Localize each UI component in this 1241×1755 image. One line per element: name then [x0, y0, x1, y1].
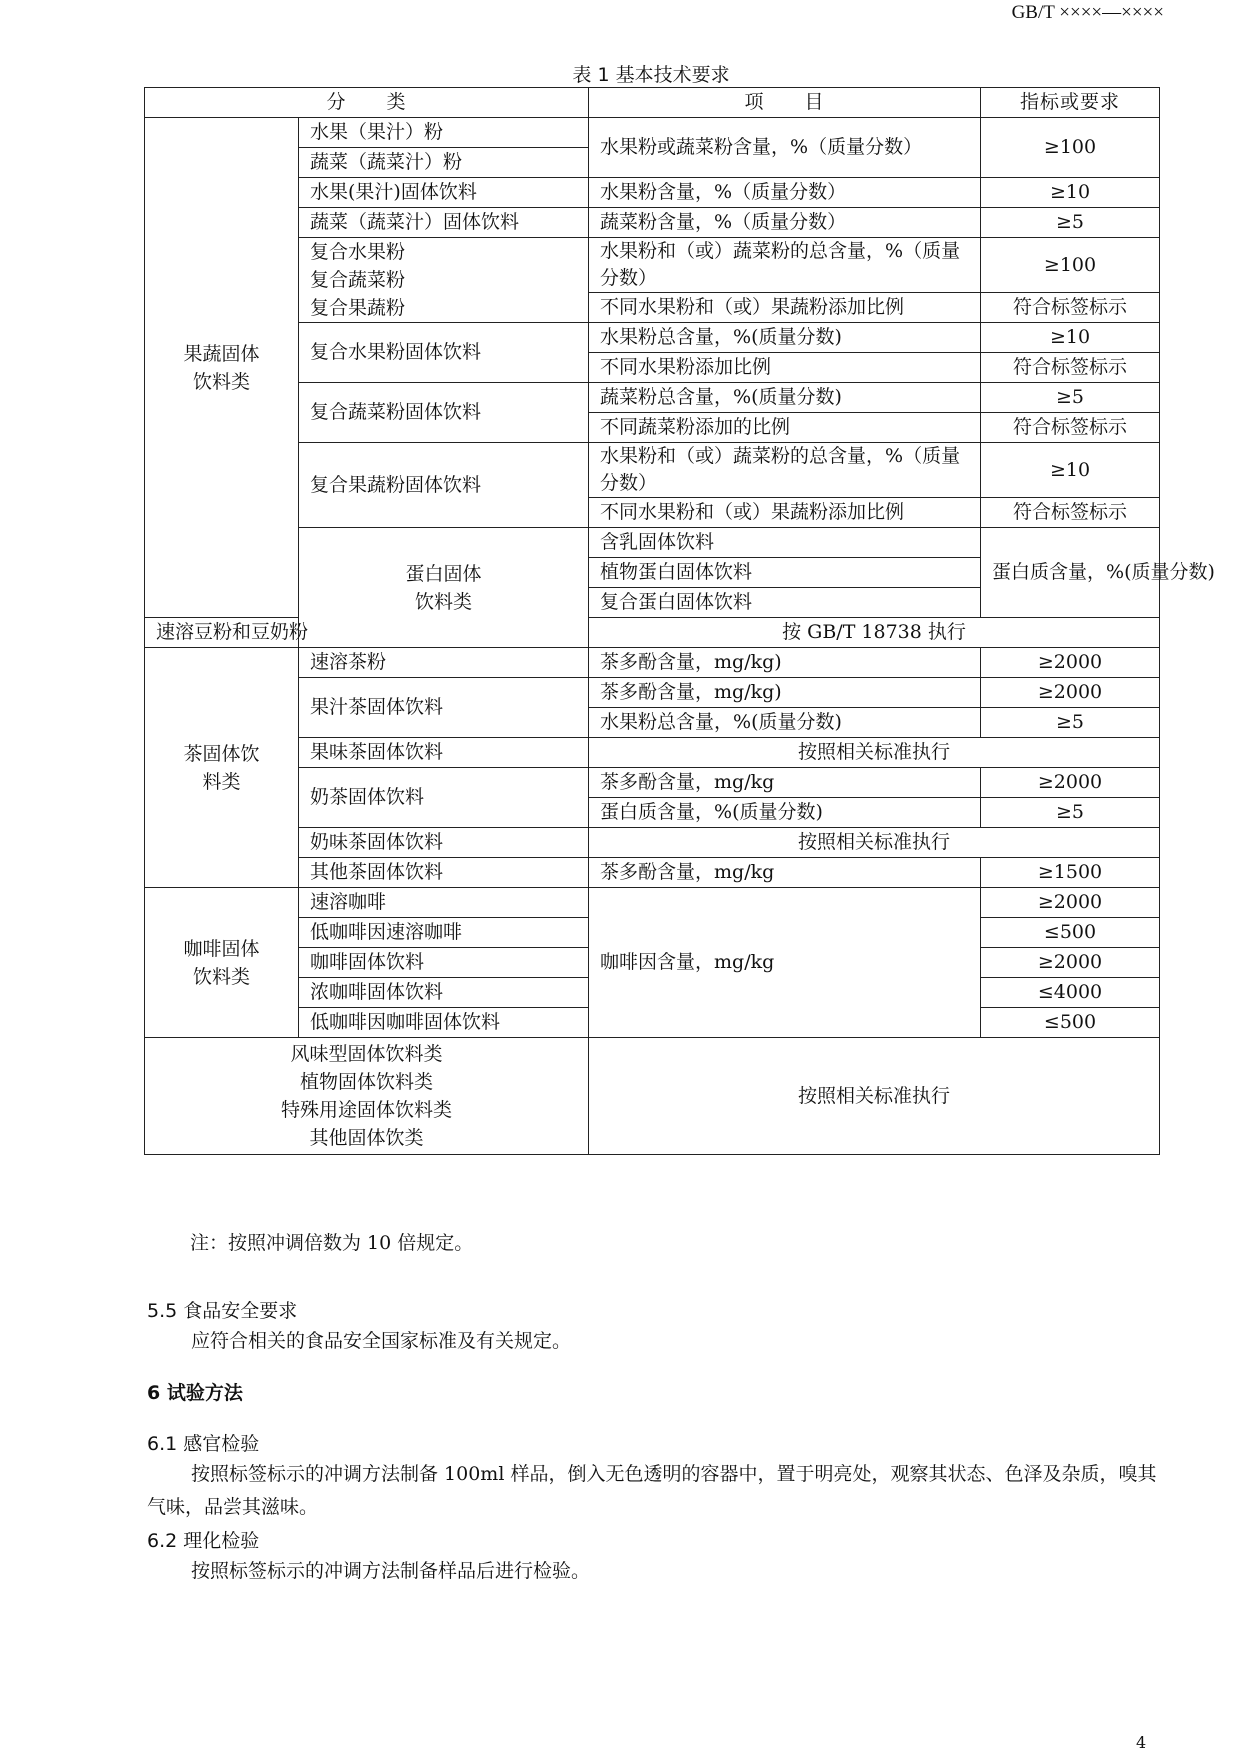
- subcategory-cell: 复合水果粉固体饮料: [299, 323, 589, 383]
- item-cell: 茶多酚含量，mg/kg: [589, 768, 981, 798]
- category-line: 其他固体饮类: [309, 1127, 424, 1149]
- col-header-category: 分 类: [145, 88, 589, 118]
- value-cell: ≥5: [981, 383, 1160, 413]
- category-protein: 蛋白固体饮料类: [299, 528, 589, 648]
- item-cell: 蔬菜粉总含量，%(质量分数): [589, 383, 981, 413]
- category-line: 植物固体饮料类: [300, 1071, 434, 1093]
- item-cell: 按 GB/T 18738 执行: [589, 618, 1160, 648]
- value-cell: 符合标签标示: [981, 413, 1160, 443]
- item-cell: 按照相关标准执行: [589, 738, 1160, 768]
- subcategory-line: 复合果蔬粉: [310, 297, 406, 319]
- subcategory-cell: 植物蛋白固体饮料: [589, 558, 981, 588]
- item-cell: 水果粉总含量，%(质量分数): [589, 708, 981, 738]
- subcategory-cell: 水果(果汁)固体饮料: [299, 178, 589, 208]
- subcategory-cell: 奶味茶固体饮料: [299, 828, 589, 858]
- item-cell: 按照相关标准执行: [589, 1038, 1160, 1155]
- item-cell: 不同水果粉和（或）果蔬粉添加比例: [589, 498, 981, 528]
- value-cell: ≤500: [981, 1008, 1160, 1038]
- basic-technical-requirements-table: [144, 87, 1215, 1155]
- value-cell: ≥5: [981, 798, 1160, 828]
- item-cell: 茶多酚含量，mg/kg: [589, 858, 981, 888]
- item-cell: 水果粉和（或）蔬菜粉的总含量，%（质量分数）: [589, 443, 981, 498]
- section-6-2-title: 6.2 理化检验: [147, 1530, 260, 1552]
- subcategory-cell: 奶茶固体饮料: [299, 768, 589, 828]
- subcategory-line: 复合蔬菜粉: [310, 269, 406, 291]
- value-cell: ≥100: [981, 238, 1160, 293]
- item-cell: 水果粉含量，%（质量分数）: [589, 178, 981, 208]
- subcategory-cell: 速溶豆粉和豆奶粉: [145, 618, 299, 648]
- value-cell: ≥2000: [981, 948, 1160, 978]
- subcategory-cell: [299, 238, 589, 323]
- value-cell: ≥2000: [981, 678, 1160, 708]
- value-cell: ≥5: [981, 708, 1160, 738]
- item-cell: 不同水果粉添加比例: [589, 353, 981, 383]
- col-header-requirement: 指标或要求: [981, 88, 1160, 118]
- item-cell: 水果粉和（或）蔬菜粉的总含量，%（质量分数）: [589, 238, 981, 293]
- subcategory-cell: 其他茶固体饮料: [299, 858, 589, 888]
- subcategory-cell: 水果（果汁）粉: [299, 118, 589, 148]
- value-cell: ≥2000: [981, 648, 1160, 678]
- table-row: [145, 1038, 1160, 1155]
- subcategory-cell: 浓咖啡固体饮料: [299, 978, 589, 1008]
- item-cell: 水果粉或蔬菜粉含量，%（质量分数）: [589, 118, 981, 178]
- item-cell: 蛋白质含量，%(质量分数): [589, 798, 981, 828]
- item-cell: 咖啡因含量，mg/kg: [589, 888, 981, 1038]
- value-cell: ≥100: [981, 118, 1160, 178]
- value-cell: ≤4000: [981, 978, 1160, 1008]
- item-cell: 茶多酚含量，mg/kg): [589, 648, 981, 678]
- value-cell: ≥2000: [981, 768, 1160, 798]
- subcategory-cell: 复合蛋白固体饮料: [589, 588, 981, 618]
- col-header-item: 项 目: [589, 88, 981, 118]
- category-coffee: 咖啡固体饮料类: [145, 888, 299, 1038]
- subcategory-cell: 蔬菜（蔬菜汁）固体饮料: [299, 208, 589, 238]
- category-tea: 茶固体饮料类: [145, 648, 299, 888]
- item-cell: 蔬菜粉含量，%（质量分数）: [589, 208, 981, 238]
- subcategory-cell: 复合蔬菜粉固体饮料: [299, 383, 589, 443]
- subcategory-cell: 蔬菜（蔬菜汁）粉: [299, 148, 589, 178]
- table-caption: 表 1 基本技术要求: [572, 64, 730, 86]
- category-fruit-veg: 果蔬固体饮料类: [145, 118, 299, 618]
- value-cell: 符合标签标示: [981, 498, 1160, 528]
- value-cell: ≥10: [981, 443, 1160, 498]
- standard-number: GB/T ××××—××××: [1011, 2, 1164, 23]
- table-row: [145, 118, 1160, 148]
- item-cell: 按照相关标准执行: [589, 828, 1160, 858]
- category-line: 风味型固体饮料类: [290, 1043, 443, 1065]
- subcategory-cell: 低咖啡因速溶咖啡: [299, 918, 589, 948]
- subcategory-line: 复合水果粉: [310, 241, 406, 263]
- subcategory-cell: 速溶咖啡: [299, 888, 589, 918]
- value-cell: ≥10: [981, 323, 1160, 353]
- value-cell: ≤500: [981, 918, 1160, 948]
- item-cell: 茶多酚含量，mg/kg): [589, 678, 981, 708]
- page-number: 4: [1136, 1733, 1147, 1752]
- value-cell: 符合标签标示: [981, 353, 1160, 383]
- subcategory-cell: 果汁茶固体饮料: [299, 678, 589, 738]
- section-6-1-body: 按照标签标示的冲调方法制备 100ml 样品，倒入无色透明的容器中，置于明亮处，观察其状态、色泽及杂质，嗅其气味，品尝其滋味。: [147, 1463, 1157, 1518]
- subcategory-cell: 速溶茶粉: [299, 648, 589, 678]
- section-6-1-title: 6.1 感官检验: [147, 1433, 260, 1455]
- table-row: [145, 888, 1160, 918]
- table-row: [145, 648, 1160, 678]
- subcategory-cell: 低咖啡因咖啡固体饮料: [299, 1008, 589, 1038]
- value-cell: 符合标签标示: [981, 293, 1160, 323]
- item-cell: 不同蔬菜粉添加的比例: [589, 413, 981, 443]
- subcategory-cell: 果味茶固体饮料: [299, 738, 589, 768]
- value-cell: ≥2000: [981, 888, 1160, 918]
- value-cell: ≥5: [981, 208, 1160, 238]
- item-cell: 不同水果粉和（或）果蔬粉添加比例: [589, 293, 981, 323]
- subcategory-cell: 含乳固体饮料: [589, 528, 981, 558]
- value-cell: ≥10: [981, 178, 1160, 208]
- table-header-row: [145, 88, 1160, 118]
- section-6-2-body: 按照标签标示的冲调方法制备样品后进行检验。: [191, 1560, 591, 1582]
- table-row: [145, 618, 1160, 648]
- category-others: [145, 1038, 589, 1155]
- subcategory-cell: 复合果蔬粉固体饮料: [299, 443, 589, 528]
- value-cell: ≥1500: [981, 858, 1160, 888]
- item-cell: 蛋白质含量，%(质量分数): [981, 528, 1160, 618]
- section-5-5-body: 应符合相关的食品安全国家标准及有关规定。: [191, 1330, 572, 1352]
- item-cell: 水果粉总含量，%(质量分数): [589, 323, 981, 353]
- section-5-5-title: 5.5 食品安全要求: [147, 1300, 298, 1322]
- category-line: 特殊用途固体饮料类: [281, 1099, 453, 1121]
- subcategory-cell: 咖啡固体饮料: [299, 948, 589, 978]
- section-6-title: 6 试验方法: [147, 1382, 243, 1404]
- table-note: 注：按照冲调倍数为 10 倍规定。: [190, 1232, 474, 1254]
